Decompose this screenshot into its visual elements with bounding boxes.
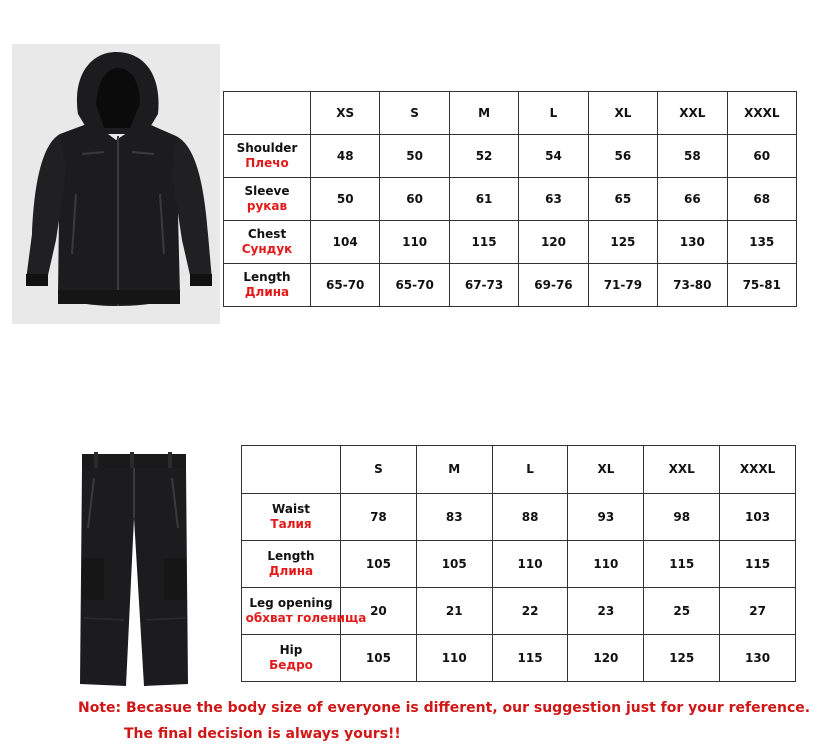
pants-row-leg-opening [242, 588, 796, 635]
row-label-ru: Бедро [269, 658, 313, 672]
row-label-cell [242, 588, 367, 635]
row-label-cell [242, 494, 341, 541]
table-cell: 105 [341, 541, 417, 588]
jacket-table-corner-cell [224, 92, 311, 135]
table-cell: 110 [380, 221, 449, 264]
pants-size-header: L [492, 446, 568, 494]
row-label-en: Length [267, 549, 315, 563]
table-cell: 110 [492, 541, 568, 588]
table-cell: 65-70 [311, 264, 380, 307]
row-label-cell [224, 178, 311, 221]
table-cell: 105 [416, 541, 492, 588]
table-cell: 66 [658, 178, 727, 221]
jacket-size-header: XL [588, 92, 657, 135]
table-cell: 125 [588, 221, 657, 264]
pants-row-hip [242, 635, 796, 682]
row-label-ru: Длина [268, 564, 314, 578]
jacket-size-header: S [380, 92, 449, 135]
table-cell: 120 [519, 221, 588, 264]
row-label-ru: Сундук [241, 242, 293, 256]
table-cell: 20 [341, 588, 417, 635]
pants-row-length [242, 541, 796, 588]
jacket-size-header: XXXL [727, 92, 796, 135]
table-cell: 105 [341, 635, 417, 682]
table-cell: 115 [492, 635, 568, 682]
row-label-cell [224, 264, 311, 307]
pants-size-header: XXL [644, 446, 720, 494]
jacket-row-sleeve [224, 178, 797, 221]
table-cell: 21 [416, 588, 492, 635]
table-cell: 110 [568, 541, 644, 588]
table-cell: 27 [720, 588, 796, 635]
table-cell: 60 [380, 178, 449, 221]
table-cell: 61 [449, 178, 518, 221]
table-cell: 75-81 [727, 264, 796, 307]
row-label-cell [242, 635, 341, 682]
table-cell: 48 [311, 135, 380, 178]
table-cell: 60 [727, 135, 796, 178]
table-cell: 52 [449, 135, 518, 178]
table-cell: 103 [720, 494, 796, 541]
pants-size-header: XXXL [720, 446, 796, 494]
pants-row-waist [242, 494, 796, 541]
table-cell: 54 [519, 135, 588, 178]
table-cell: 23 [568, 588, 644, 635]
table-cell: 88 [492, 494, 568, 541]
row-label-en: Sleeve [244, 184, 290, 198]
table-cell: 56 [588, 135, 657, 178]
table-cell: 98 [644, 494, 720, 541]
note-line-2: The final decision is always yours!! [124, 726, 401, 742]
jacket-row-length [224, 264, 797, 307]
jacket-size-header: M [449, 92, 518, 135]
row-label-cell [242, 541, 341, 588]
table-cell: 71-79 [588, 264, 657, 307]
row-label-en: Shoulder [236, 141, 298, 155]
jacket-size-header: L [519, 92, 588, 135]
row-label-ru: Длина [244, 285, 290, 299]
table-cell: 125 [644, 635, 720, 682]
row-label-en: Waist [272, 502, 310, 516]
table-cell: 115 [644, 541, 720, 588]
row-label-cell [224, 221, 311, 264]
table-cell: 22 [492, 588, 568, 635]
table-cell: 130 [658, 221, 727, 264]
row-label-ru: Талия [270, 517, 312, 531]
table-cell: 115 [449, 221, 518, 264]
table-cell: 115 [720, 541, 796, 588]
table-cell: 120 [568, 635, 644, 682]
pants-size-header: S [341, 446, 417, 494]
table-cell: 135 [727, 221, 796, 264]
table-cell: 104 [311, 221, 380, 264]
row-label-en: Hip [279, 643, 303, 657]
jacket-photo [12, 44, 220, 324]
table-cell: 68 [727, 178, 796, 221]
pants-size-header: M [416, 446, 492, 494]
pants-size-table [241, 445, 796, 682]
row-label-en: Leg opening [249, 596, 333, 610]
table-cell: 25 [644, 588, 720, 635]
note-line-1: Note: Becasue the body size of everyone is different, our suggestion just for your reference. [78, 700, 811, 716]
jacket-size-header: XXL [658, 92, 727, 135]
table-cell: 58 [658, 135, 727, 178]
table-cell: 50 [380, 135, 449, 178]
row-label-ru: рукав [246, 199, 288, 213]
jacket-size-table [223, 91, 797, 307]
table-cell: 69-76 [519, 264, 588, 307]
table-cell: 65-70 [380, 264, 449, 307]
table-cell: 110 [416, 635, 492, 682]
table-cell: 63 [519, 178, 588, 221]
table-cell: 93 [568, 494, 644, 541]
row-label-en: Chest [247, 227, 287, 241]
pants-table-header-row [242, 446, 796, 494]
jacket-row-chest [224, 221, 797, 264]
table-cell: 73-80 [658, 264, 727, 307]
jacket-row-shoulder [224, 135, 797, 178]
row-label-en: Length [243, 270, 291, 284]
row-label-ru: Плечо [245, 156, 289, 170]
row-label-ru: обхват голенища [245, 611, 367, 625]
table-cell: 50 [311, 178, 380, 221]
pants-table-corner-cell [242, 446, 341, 494]
pants-photo [72, 448, 194, 690]
table-cell: 83 [416, 494, 492, 541]
jacket-size-header: XS [311, 92, 380, 135]
jacket-table-header-row [224, 92, 797, 135]
row-label-cell [224, 135, 311, 178]
table-cell: 78 [341, 494, 417, 541]
table-cell: 67-73 [449, 264, 518, 307]
table-cell: 130 [720, 635, 796, 682]
table-cell: 65 [588, 178, 657, 221]
pants-size-header: XL [568, 446, 644, 494]
